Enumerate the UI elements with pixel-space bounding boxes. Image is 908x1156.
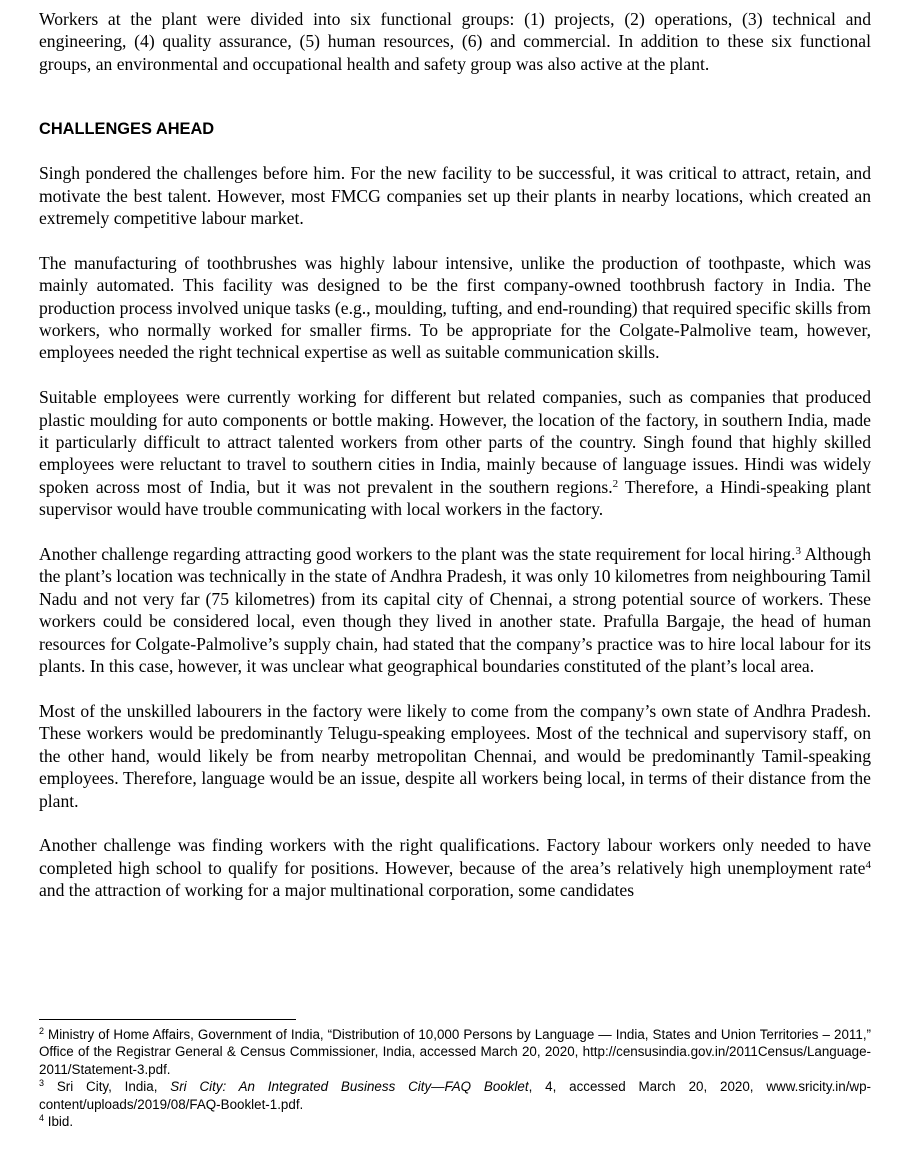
- footnote-4: [39, 1113, 871, 1130]
- footnote-text: Ibid.: [44, 1114, 74, 1130]
- paragraph-suitable-employees: [39, 386, 871, 520]
- footnote-text: , 4, accessed March 20, 2020, www.sricity.in/wp-content/uploads/2019/08/FAQ-Booklet-1.pdf.: [39, 1079, 872, 1112]
- paragraph-language-issue: Most of the unskilled labourers in the factory were likely to come from the company’s own state of Andhra Pradesh. These workers would be predominantly Telugu-speaking employees. Most of the technical and supervisory staff, on the other hand, would likely be from nearby metropolitan Chennai, and would be predominantly Tamil-speaking employees. Therefore, language would be an issue, despite all workers being local, in terms of their distance from the plant.: [39, 700, 871, 811]
- paragraph-text: and the attraction of working for a major multinational corporation, some candidates: [39, 880, 635, 901]
- footnote-2: [39, 1026, 871, 1078]
- footnote-text: Sri City, India,: [44, 1079, 171, 1095]
- paragraph-qualifications: [39, 834, 871, 901]
- paragraph-text: Although the plant’s location was technically in the state of Andhra Pradesh, it was only 10 kilometres from neighbouring Tamil Nadu and not very far (75 kilometres) from its capital city of Chennai, a strong potential source of workers. These workers could be considered local, even though they lived in another state. Prafulla Bargaje, the head of human resources for Colgate-Palmolive’s supply chain, had stated that the company’s practice was to hire local labour for its plants. In this case, however, it was unclear what geographical boundaries constituted of the plant’s local area.: [39, 544, 871, 677]
- paragraph-text: Another challenge was finding workers with the right qualifications. Factory labour workers only needed to have completed high school to qualify for positions. However, because of the area’s relatively high unemployment rate: [39, 835, 871, 878]
- paragraph-text: Suitable employees were currently working for different but related companies, such as companies that produced plastic moulding for auto components or bottle making. However, the location of the factory, in southern India, made it particularly difficult to attract talented workers from other parts of the country. Singh found that highly skilled employees were reluctant to travel to southern cities in India, mainly because of language issues. Hindi was widely spoken across most of India, but it was not prevalent in the southern regions.: [39, 387, 871, 497]
- footnote-ref-2[interactable]: 2: [612, 477, 619, 490]
- footnote-number: 3: [39, 1078, 45, 1089]
- section-heading: CHALLENGES AHEAD: [39, 120, 215, 139]
- footnote-3: [39, 1078, 871, 1113]
- paragraph-local-hiring: [39, 543, 871, 677]
- footnote-ref-3[interactable]: 3: [795, 545, 801, 558]
- paragraph-text: Therefore, a Hindi-speaking plant supervisor would have trouble communicating with local workers in the factory.: [39, 476, 871, 520]
- footnote-divider: [39, 1019, 296, 1020]
- paragraph-functional-groups: Workers at the plant were divided into six functional groups: (1) projects, (2) operations, (3) technical and engineering, (4) quality assurance, (5) human resources, (6) and commercial. In addition to these six functional groups, an environmental and occupational health and safety group was also active at the plant.: [39, 9, 871, 74]
- paragraph-manufacturing: The manufacturing of toothbrushes was highly labour intensive, unlike the production of toothpaste, which was mainly automated. This facility was designed to be the first company-owned toothbrush factory in India. The production process involved unique tasks (e.g., moulding, tufting, and end-rounding) that required specific skills from workers, who normally worked for smaller firms. To be appropriate for the Colgate-Palmolive team, however, employees needed the right technical expertise as well as suitable communication skills.: [39, 252, 871, 363]
- footnote-title: Sri City: An Integrated Business City—FAQ Booklet: [170, 1079, 529, 1095]
- paragraph-text: Another challenge regarding attracting good workers to the plant was the state requirement for local hiring.: [39, 544, 796, 565]
- document-body: [39, 8, 871, 924]
- paragraph-challenges-intro: Singh pondered the challenges before him. For the new facility to be successful, it was critical to attract, retain, and motivate the best talent. However, most FMCG companies set up their plants in nearby locations, which created an extremely competitive labour market.: [39, 163, 871, 229]
- footnote-number: 2: [39, 1026, 45, 1036]
- footnote-ref-4[interactable]: 4: [865, 858, 871, 871]
- footnote-text: Ministry of Home Affairs, Government of India, “Distribution of 10,000 Persons by Language — India, States and Union Territories – 2011,” Office of the Registrar General & Census Commissioner, India, accessed March 20, 2020, http://censusindia.gov.in/2011Census/Language-2011/Statement-3.pdf.: [39, 1027, 871, 1077]
- footnote-number: 4: [39, 1113, 45, 1124]
- footnotes: [39, 1026, 871, 1130]
